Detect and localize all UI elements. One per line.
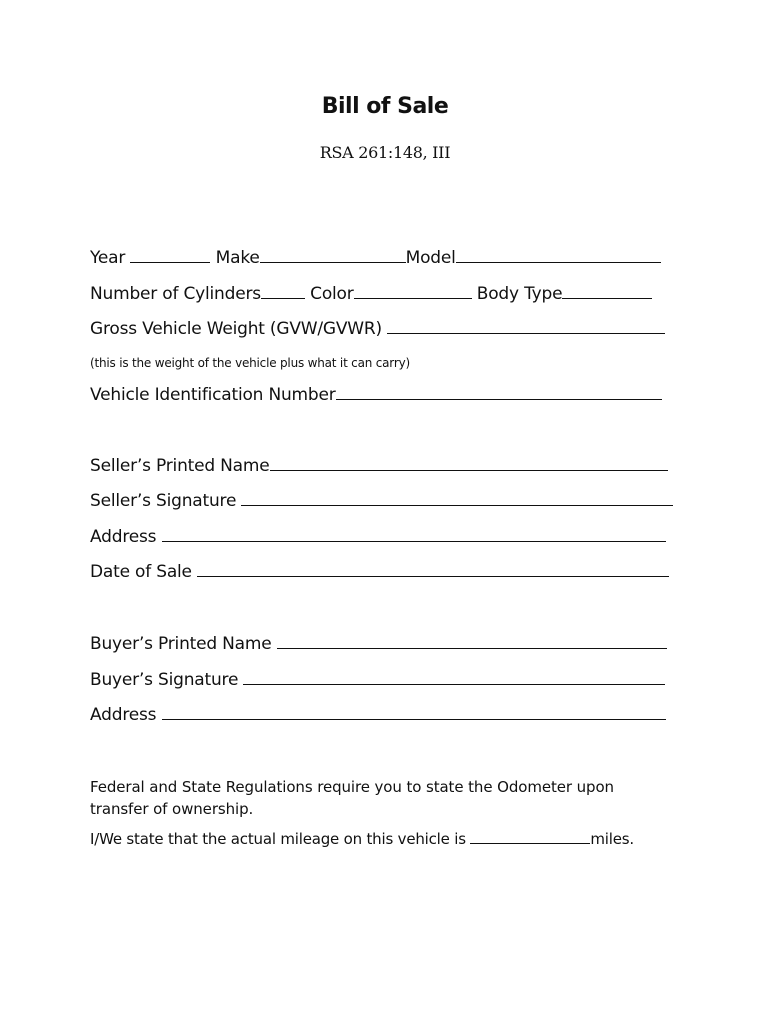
year-field[interactable] (130, 261, 210, 263)
body-type-field[interactable] (562, 297, 652, 299)
buyer-address-row (90, 705, 666, 725)
seller-address-row (90, 527, 666, 547)
cylinders-color-body-row (90, 284, 652, 304)
date-of-sale-label: Date of Sale (90, 562, 192, 582)
seller-signature-row (90, 491, 673, 511)
buyer-signature-row (90, 670, 665, 690)
seller-address-label: Address (90, 527, 157, 547)
seller-printed-name-field[interactable] (270, 469, 668, 471)
buyer-printed-name-field[interactable] (277, 647, 667, 649)
odometer-statement-suffix: miles. (590, 830, 634, 848)
mileage-field[interactable] (470, 842, 590, 844)
document-title: Bill of Sale (321, 94, 449, 119)
cylinders-label: Number of Cylinders (90, 284, 261, 304)
statute-reference: RSA 261:148, III (319, 143, 451, 162)
seller-printed-name-label: Seller’s Printed Name (90, 456, 270, 476)
buyer-signature-field[interactable] (243, 683, 665, 685)
vin-field[interactable] (336, 398, 662, 400)
buyer-printed-name-row (90, 634, 667, 654)
seller-signature-label: Seller’s Signature (90, 491, 237, 511)
make-field[interactable] (260, 261, 406, 263)
buyer-address-label: Address (90, 705, 157, 725)
vin-label: Vehicle Identification Number (90, 385, 336, 405)
date-of-sale-row (90, 562, 669, 582)
date-of-sale-field[interactable] (197, 575, 669, 577)
odometer-regulation-text: Federal and State Regulations require you to state the Odometer upon transfer of ownership. (90, 778, 614, 818)
buyer-address-field[interactable] (162, 718, 666, 720)
gvw-note: (this is the weight of the vehicle plus what it can carry) (90, 356, 410, 370)
cylinders-field[interactable] (261, 297, 305, 299)
model-label: Model (405, 248, 456, 268)
body-type-label: Body Type (476, 284, 563, 304)
buyer-printed-name-label: Buyer’s Printed Name (90, 634, 272, 654)
seller-signature-field[interactable] (241, 504, 673, 506)
gvw-label: Gross Vehicle Weight (GVW/GVWR) (90, 319, 382, 339)
year-label: Year (90, 248, 126, 268)
vin-row (90, 385, 662, 405)
buyer-signature-label: Buyer’s Signature (90, 670, 239, 690)
year-make-model-row (90, 248, 661, 268)
color-field[interactable] (354, 297, 472, 299)
color-label: Color (310, 284, 354, 304)
odometer-statement-row (90, 830, 634, 848)
model-field[interactable] (456, 261, 661, 263)
gvw-row (90, 319, 665, 339)
gvw-field[interactable] (387, 332, 665, 334)
make-label: Make (215, 248, 260, 268)
seller-address-field[interactable] (162, 540, 666, 542)
seller-printed-name-row (90, 456, 668, 476)
odometer-statement-prefix: I/We state that the actual mileage on this vehicle is (90, 830, 466, 848)
